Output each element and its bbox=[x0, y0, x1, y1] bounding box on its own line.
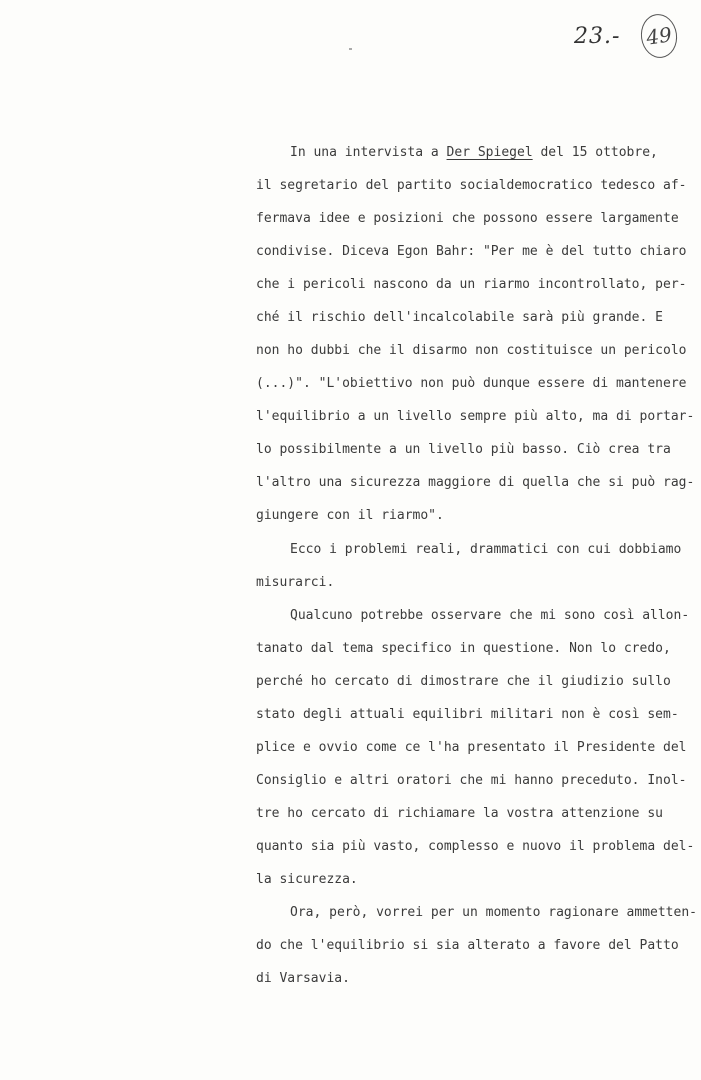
text-segment: In una intervista a bbox=[290, 145, 447, 160]
text-line: Ora, però, vorrei per un momento ragionare ammetten- bbox=[290, 905, 697, 920]
text-line: Ecco i problemi reali, drammatici con cui dobbiamo bbox=[290, 542, 682, 557]
text-line: tre ho cercato di richiamare la vostra attenzione su bbox=[256, 806, 663, 821]
text-line: che i pericoli nascono da un riarmo incontrollato, per- bbox=[256, 277, 687, 292]
page-number: 23.- bbox=[574, 24, 621, 49]
text-line: non ho dubbi che il disarmo non costituisce un pericolo bbox=[256, 343, 687, 358]
text-line: lo possibilmente a un livello più basso. Ciò crea tra bbox=[256, 442, 671, 457]
text-line: il segretario del partito socialdemocratico tedesco af- bbox=[256, 178, 687, 193]
text-line: (...)". "L'obiettivo non può dunque essere di mantenere bbox=[256, 376, 687, 391]
archive-number: 49 bbox=[644, 22, 674, 50]
text-line: plice e ovvio come ce l'ha presentato il Presidente del bbox=[256, 740, 687, 755]
text-line: perché ho cercato di dimostrare che il giudizio sullo bbox=[256, 674, 671, 689]
text-line: tanato dal tema specifico in questione. Non lo credo, bbox=[256, 641, 671, 656]
text-line: quanto sia più vasto, complesso e nuovo il problema del- bbox=[256, 839, 695, 854]
text-line: stato degli attuali equilibri militari non è così sem- bbox=[256, 707, 679, 722]
text-line: do che l'equilibrio si sia alterato a favore del Patto bbox=[256, 938, 679, 953]
text-line: l'equilibrio a un livello sempre più alto, ma di portar- bbox=[256, 409, 695, 424]
archive-number-stamp bbox=[638, 12, 680, 61]
text-line: la sicurezza. bbox=[256, 872, 358, 887]
stray-mark bbox=[349, 48, 352, 50]
text-line: ché il rischio dell'incalcolabile sarà più grande. E bbox=[256, 310, 663, 325]
publication-title: Der Spiegel bbox=[446, 145, 533, 160]
text-line: di Varsavia. bbox=[256, 971, 350, 986]
text-line bbox=[290, 144, 658, 162]
text-line: fermava idee e posizioni che possono essere largamente bbox=[256, 211, 679, 226]
text-segment: del 15 ottobre, bbox=[532, 145, 658, 160]
text-line: misurarci. bbox=[256, 575, 335, 590]
text-line: l'altro una sicurezza maggiore di quella che si può rag- bbox=[256, 475, 695, 490]
text-line: giungere con il riarmo". bbox=[256, 508, 444, 523]
text-line: Qualcuno potrebbe osservare che mi sono così allon- bbox=[290, 608, 690, 623]
text-line: Consiglio e altri oratori che mi hanno preceduto. Inol- bbox=[256, 773, 687, 788]
text-line: condivise. Diceva Egon Bahr: "Per me è del tutto chiaro bbox=[256, 244, 687, 259]
